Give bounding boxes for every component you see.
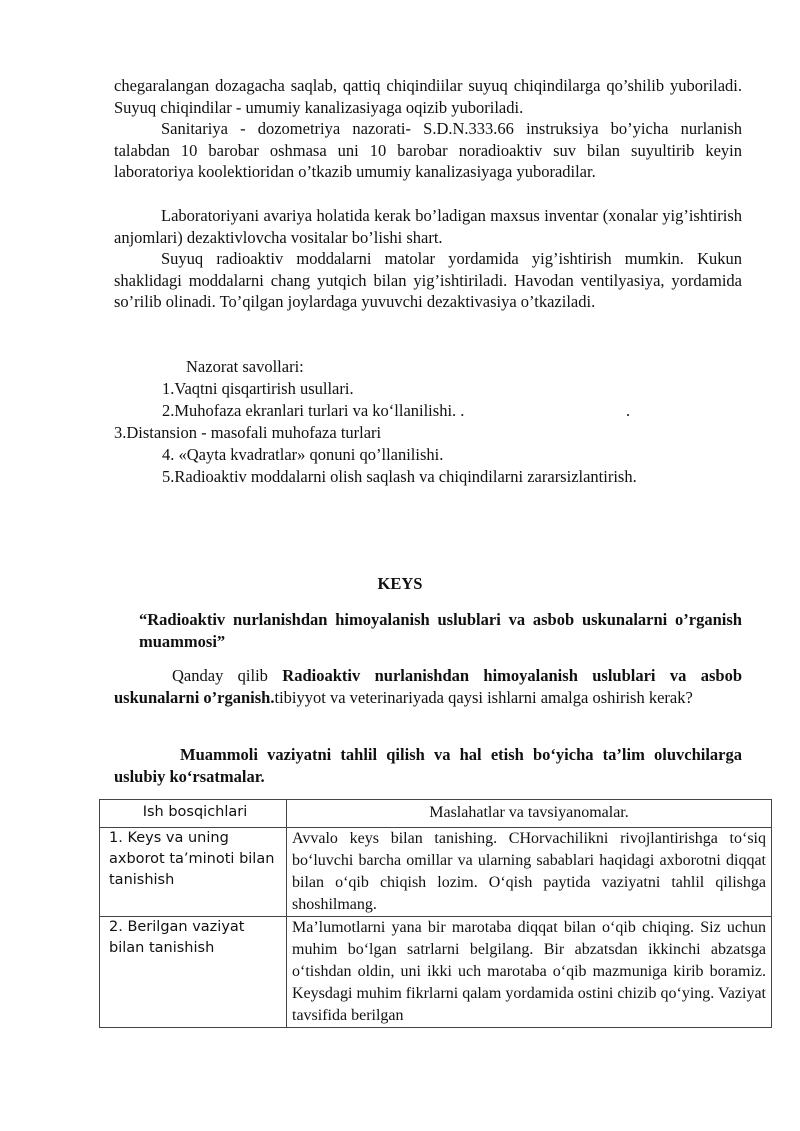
question-item: 3.Distansion - masofali muhofaza turlari [114, 423, 382, 442]
case-title: KEYS [377, 574, 423, 593]
case-question-bold: Radioaktiv nurlanishdan himoyalanish uslublari va asbob uskunalarni o’rganish. [114, 666, 742, 707]
table-header-cell: Ish bosqichlari [100, 800, 287, 828]
questions-heading: Nazorat savollari: [186, 357, 304, 376]
table-cell-stage: 1. Keys va uning axborot ta’minoti bilan tanishish [100, 828, 287, 917]
case-question-suffix: tibiyyot va veterinariyada qaysi ishlarni amalga oshirish kerak? [274, 687, 693, 707]
table-row [100, 828, 772, 917]
table-header-row [100, 800, 772, 828]
table-cell-stage: 2. Berilgan vaziyat bilan tanishish [100, 917, 287, 1028]
case-question [114, 665, 742, 708]
body-paragraph-2: Sanitariya - dozometriya nazorati- S.D.N.333.66 instruksiya bo’yicha nurlanish talabdan 10 barobar oshmasa uni 10 barobar noradioaktiv suv bilan suyultirib keyin laboratoriya koolektioridan o’tkazib umumiy kanalizasiyaga yuboradilar. [114, 119, 742, 181]
body-paragraph-3: Laboratoriyani avariya holatida kerak bo’ladigan maxsus inventar (xonalar yig’ishtirish anjomlari) dezaktivlovcha vositalar bo’lishi shart. [114, 206, 742, 247]
question-item: 4. «Qayta kvadratlar» qonuni qo’llanilishi. [162, 445, 444, 464]
body-paragraph-1: chegaralangan dozagacha saqlab, qattiq chiqindiilar suyuq chiqindilarga qo’shilib yuboriladi. Suyuq chiqindilar - umumiy kanalizasiyaga oqizib yuboriladi. [114, 76, 742, 117]
stray-dot: . [626, 401, 631, 420]
table-cell-advice: Avvalo keys bilan tanishing. CHorvachilikni rivojlantirishga to‘siq bo‘luvchi barcha omillar va ularning sabablari haqidagi axborotni diqqat bilan o‘qib chiqish lozim. O‘qish paytida vaziyatni tahlil qilishga shoshilmang. [287, 828, 772, 917]
case-question-prefix: Qanday qilib [172, 666, 283, 685]
table-cell-advice: Ma’lumotlarni yana bir marotaba diqqat bilan o‘qib chiqing. Siz uchun muhim bo‘lgan satrlarni belgilang. Bir abzatsdan ikkinchi abzatsga o‘tishdan oldin, uni ikki uch marotaba o‘qib mazmuniga kirib boramiz. Keysdagi muhim fikrlarni qalam yordamida ostini chizib qo‘ying. Vaziyat tavsifida berilgan [287, 917, 772, 1028]
body-paragraph-4: Suyuq radioaktiv moddalarni matolar yordamida yig’ishtirish mumkin. Kukun shaklidagi moddalarni chang yutqich bilan yig’ishtiriladi. Havodan ventilyasiya, yordamida so’rilib olinadi. To’qilgan joylardaga yuvuvchi dezaktivasiya o’tkaziladi. [114, 249, 742, 311]
question-item: 5.Radioaktiv moddalarni olish saqlash va chiqindilarni zararsizlantirish. [162, 467, 637, 486]
guide-heading: Muammoli vaziyatni tahlil qilish va hal etish bo‘yicha ta’lim oluvchilarga uslubiy ko‘rsatmalar. [114, 745, 742, 786]
guidance-table [99, 799, 772, 1028]
question-item: 1.Vaqtni qisqartirish usullari. [162, 379, 354, 398]
table-row [100, 917, 772, 1028]
table-header-cell: Maslahatlar va tavsiyanomalar. [287, 800, 772, 828]
case-subtitle: “Radioaktiv nurlanishdan himoyalanish uslublari va asbob uskunalarni o’rganish muammosi” [139, 610, 742, 651]
question-item: 2.Muhofaza ekranlari turlari va ko‘llanilishi. . [162, 401, 465, 420]
